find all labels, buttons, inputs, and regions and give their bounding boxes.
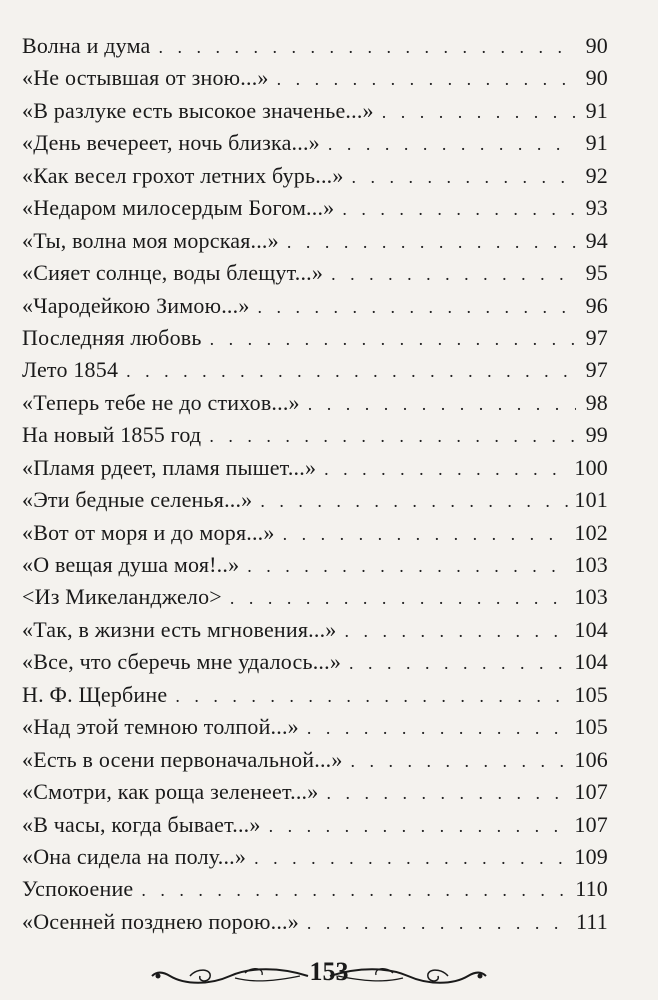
toc-entry-title: «О вещая душа моя!..» (22, 552, 240, 577)
dot-leader (324, 453, 568, 485)
toc-entry-page: 90 (585, 65, 608, 91)
dot-leader (349, 647, 568, 679)
toc-entry-title: «В часы, когда бывает...» (22, 811, 261, 837)
toc-entry (22, 290, 608, 322)
toc-entry-title: «Вот от моря и до моря...» (22, 519, 275, 545)
dot-leader (307, 712, 569, 744)
toc-entry-page: 95 (585, 260, 608, 286)
toc-entry (22, 484, 608, 516)
toc-entry-page: 94 (585, 227, 608, 253)
toc-entry (22, 873, 608, 905)
toc-entry-title: «В разлуке есть высокое значенье...» (22, 97, 374, 123)
toc-entry-page: 97 (585, 357, 608, 383)
toc-entry (22, 841, 608, 873)
toc-entry-title: Лето 1854 (22, 357, 119, 383)
page-number: 153 (309, 957, 349, 986)
dot-leader (159, 31, 576, 63)
toc-entry-page: 106 (574, 746, 608, 772)
dot-leader (258, 291, 576, 323)
toc-entry-title: «Эти бедные селенья...» (22, 487, 253, 513)
toc-entry (22, 62, 608, 94)
dot-leader (277, 63, 576, 95)
toc-entry-title: «День вечереет, ночь близка...» (22, 130, 320, 156)
table-of-contents (22, 30, 608, 938)
toc-entry-page: 110 (575, 876, 608, 902)
toc-entry-page: 98 (585, 389, 608, 415)
page-footer (0, 955, 658, 995)
toc-entry-title: <Из Микеланджело> (22, 584, 222, 610)
toc-entry-page: 93 (585, 195, 608, 221)
toc-entry (22, 387, 608, 419)
toc-entry-page: 96 (585, 292, 608, 318)
dot-leader (210, 323, 576, 355)
toc-entry (22, 549, 608, 581)
dot-leader (260, 485, 568, 517)
toc-entry-page: 105 (574, 714, 608, 740)
toc-entry (22, 257, 608, 289)
toc-entry-title: Н. Ф. Щербине (22, 681, 168, 707)
toc-entry-page: 101 (574, 487, 608, 513)
toc-entry-title: «Чародейкою Зимою...» (22, 292, 250, 318)
toc-entry-title: «Смотри, как роща зеленеет...» (22, 779, 319, 805)
toc-entry-title: «Осенней позднею порою...» (22, 908, 299, 934)
toc-entry-title: «Пламя рдеет, пламя пышет...» (22, 454, 317, 480)
toc-entry (22, 95, 608, 127)
dot-leader (328, 128, 576, 160)
toc-entry-title: На новый 1855 год (22, 422, 202, 448)
toc-entry (22, 679, 608, 711)
toc-entry-page: 105 (574, 681, 608, 707)
toc-entry (22, 614, 608, 646)
dot-leader (331, 258, 576, 290)
toc-entry-page: 103 (574, 584, 608, 610)
toc-entry-page: 104 (574, 616, 608, 642)
toc-entry-title: «Ты, волна моя морская...» (22, 227, 279, 253)
dot-leader (344, 615, 568, 647)
dot-leader (382, 96, 576, 128)
toc-entry-page: 102 (574, 519, 608, 545)
toc-entry-page: 91 (585, 97, 608, 123)
toc-entry (22, 225, 608, 257)
toc-entry (22, 354, 608, 386)
toc-entry (22, 452, 608, 484)
toc-entry (22, 160, 608, 192)
dot-leader (247, 550, 568, 582)
toc-entry (22, 192, 608, 224)
toc-entry-page: 107 (574, 779, 608, 805)
toc-entry-title: «Над этой темною толпой...» (22, 714, 299, 740)
toc-entry-page: 97 (585, 324, 608, 350)
toc-entry-page: 103 (574, 552, 608, 577)
dot-leader (283, 518, 569, 550)
toc-entry (22, 30, 608, 62)
dot-leader (307, 907, 570, 939)
toc-entry-page: 104 (574, 649, 608, 675)
toc-entry (22, 419, 608, 451)
dot-leader (269, 810, 569, 842)
toc-entry (22, 646, 608, 678)
flourish-ornament-icon (328, 963, 488, 989)
dot-leader (351, 745, 569, 777)
toc-entry-title: Успокоение (22, 876, 134, 902)
toc-entry-title: «Все, что сберечь мне удалось...» (22, 649, 342, 675)
toc-entry (22, 581, 608, 613)
dot-leader (230, 582, 568, 614)
toc-entry-page: 109 (574, 843, 608, 869)
toc-entry-page: 111 (576, 908, 608, 934)
toc-entry-title: Последняя любовь (22, 324, 202, 350)
toc-entry (22, 906, 608, 938)
dot-leader (254, 842, 568, 874)
toc-entry-title: «Недаром милосердым Богом...» (22, 195, 335, 221)
toc-entry-page: 91 (585, 130, 608, 156)
toc-entry-title: «Не остывшая от зною...» (22, 65, 269, 91)
toc-entry-title: «Сияет солнце, воды блещут...» (22, 260, 324, 286)
toc-entry-page: 107 (574, 811, 608, 837)
toc-entry (22, 809, 608, 841)
toc-entry (22, 322, 608, 354)
dot-leader (287, 226, 576, 258)
toc-entry-title: «Как весел грохот летних бурь...» (22, 162, 344, 188)
toc-entry-page: 99 (585, 422, 608, 448)
toc-entry-page: 92 (585, 162, 608, 188)
dot-leader (342, 193, 576, 225)
toc-entry-page: 100 (574, 454, 608, 480)
toc-entry (22, 711, 608, 743)
toc-entry (22, 776, 608, 808)
toc-entry-title: Волна и дума (22, 33, 151, 58)
toc-entry-title: «Так, в жизни есть мгновения...» (22, 616, 337, 642)
toc-entry-title: «Она сидела на полу...» (22, 843, 247, 869)
toc-entry (22, 127, 608, 159)
toc-entry-title: «Теперь тебе не до стихов...» (22, 389, 300, 415)
dot-leader (308, 388, 576, 420)
dot-leader (175, 680, 568, 712)
toc-entry-page: 90 (585, 33, 608, 58)
toc-entry (22, 517, 608, 549)
dot-leader (126, 355, 576, 387)
toc-entry (22, 744, 608, 776)
toc-entry-title: «Есть в осени первоначальной...» (22, 746, 343, 772)
dot-leader (141, 874, 569, 906)
dot-leader (326, 777, 568, 809)
dot-leader (352, 161, 576, 193)
dot-leader (209, 420, 576, 452)
